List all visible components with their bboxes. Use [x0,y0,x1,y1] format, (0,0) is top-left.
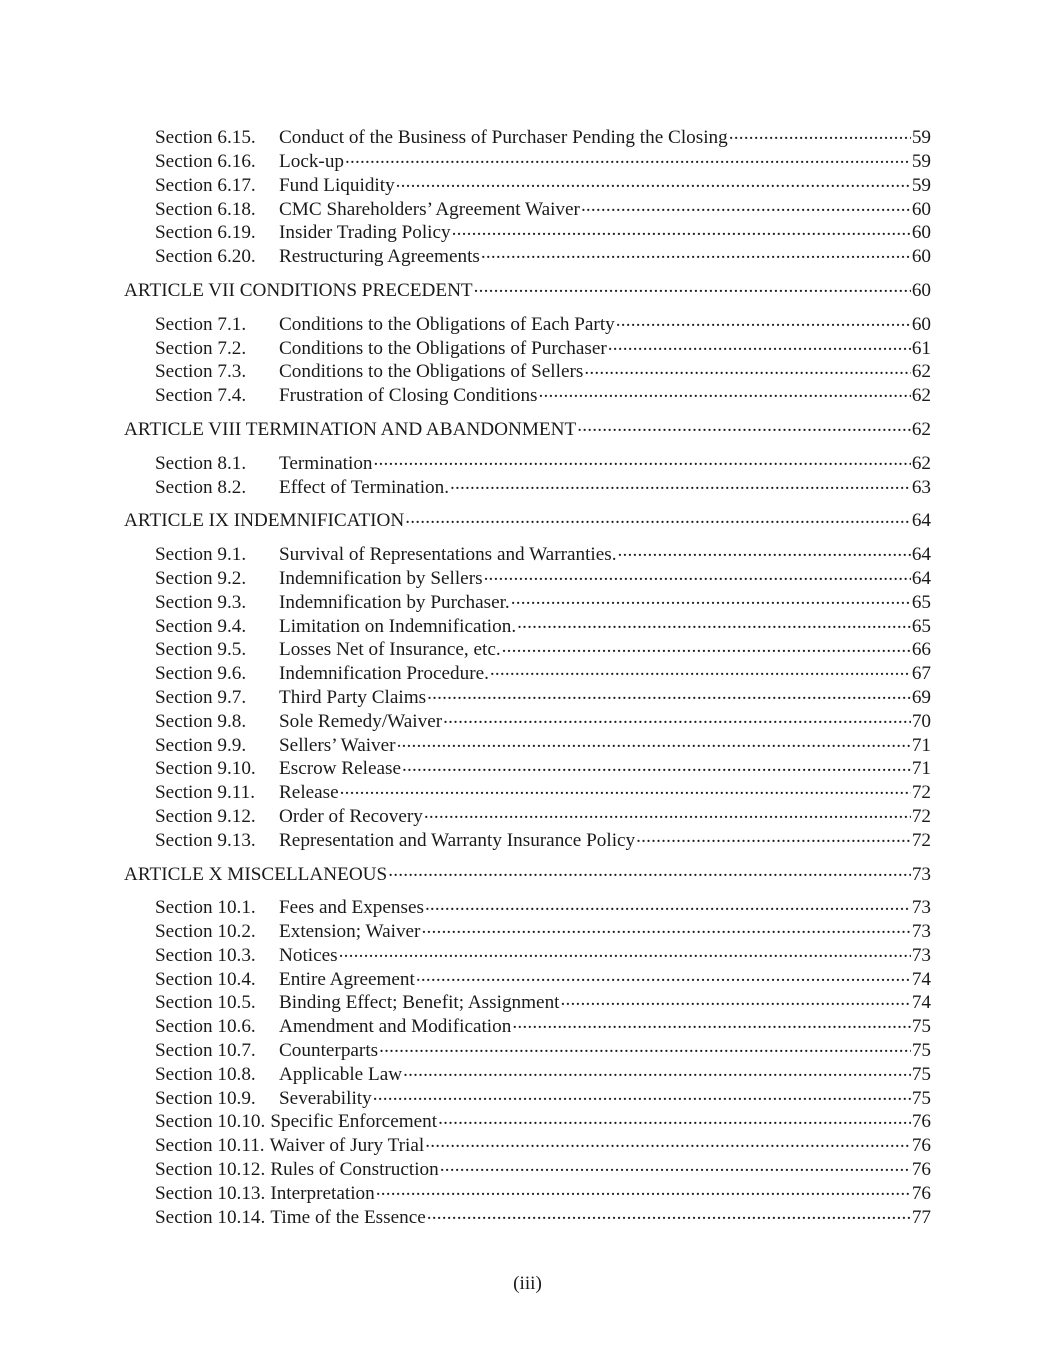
toc-section-entry[interactable] [124,382,931,406]
dot-leader [403,1061,911,1080]
toc-section-entry[interactable] [124,473,931,497]
section-title: Notices [279,944,338,966]
toc-section-entry[interactable] [124,918,931,942]
toc-section-entry[interactable] [124,660,931,684]
page-ref: 70 [911,710,931,732]
section-title: Extension; Waiver [279,921,421,943]
page-ref: 64 [911,567,931,589]
section-number: Section 9.3. [155,591,247,613]
section-number: Section 9.2. [155,567,247,589]
dot-leader [450,473,911,492]
section-title: Lock-up [279,150,345,172]
toc-section-entry[interactable] [124,779,931,803]
dot-leader [402,755,911,774]
page-ref: 63 [911,476,931,498]
page-ref: 73 [911,921,931,943]
section-number: Section 9.6. [155,663,247,685]
dot-leader [388,860,911,879]
toc-section-entry[interactable] [124,755,931,779]
page-ref: 60 [911,198,931,220]
section-title: Conditions to the Obligations of Each Party [279,313,615,335]
section-title: Restructuring Agreements [279,246,480,268]
section-title: Applicable Law [279,1063,403,1085]
toc-section-entry[interactable] [124,311,931,335]
page-ref: 62 [911,385,931,407]
dot-leader [577,416,911,435]
page-ref: 66 [911,639,931,661]
dot-leader [376,1180,911,1199]
section-number: Section 9.4. [155,615,247,637]
section-number: Section 10.4. [155,968,256,990]
page-ref: 73 [911,863,931,885]
dot-leader [452,219,911,238]
page-ref: 76 [911,1111,931,1133]
section-title: Indemnification by Sellers [279,567,483,589]
page-ref: 62 [911,361,931,383]
section-title: Limitation on Indemnification. [279,615,517,637]
page-ref: 75 [911,1040,931,1062]
page-ref: 62 [911,452,931,474]
section-number: Section 8.1. [155,452,247,474]
section-number: Section 6.16. [155,150,256,172]
section-number: Section 7.3. [155,361,247,383]
dot-leader [425,1132,911,1151]
page-ref: 76 [911,1182,931,1204]
section-title: Counterparts [279,1040,379,1062]
toc-section-entry[interactable] [124,803,931,827]
section-number: Section 9.11. [155,782,256,804]
page-ref: 65 [911,591,931,613]
dot-leader [490,660,911,679]
page-ref: 64 [911,544,931,566]
article-title: ARTICLE VII CONDITIONS PRECEDENT [124,279,473,301]
toc-section-entry[interactable] [124,541,931,565]
page-ref: 61 [911,337,931,359]
article-title: ARTICLE IX INDEMNIFICATION [124,510,405,532]
toc-section-entry[interactable] [124,243,931,267]
page-ref: 60 [911,246,931,268]
toc-section-entry[interactable] [124,1037,931,1061]
dot-leader [427,1203,911,1222]
dot-leader [440,1156,911,1175]
section-number: Section 7.2. [155,337,247,359]
toc-article-entry[interactable] [124,416,931,440]
section-title: Termination [279,452,373,474]
section-number: Section 6.17. [155,174,256,196]
dot-leader [405,507,911,526]
toc-section-entry[interactable] [124,966,931,990]
section-title: Interpretation [270,1182,375,1204]
page-ref: 75 [911,1087,931,1109]
dot-leader [340,779,911,798]
dot-leader [339,942,911,961]
page-ref: 67 [911,663,931,685]
toc-article-entry[interactable] [124,277,931,301]
section-title: Indemnification Procedure. [279,663,489,685]
dot-leader [636,827,911,846]
section-number: Section 9.12. [155,805,256,827]
section-number: Section 9.7. [155,686,247,708]
section-number: Section 10.10. [155,1111,266,1133]
section-title: Indemnification by Purchaser. [279,591,510,613]
toc-section-entry[interactable] [124,589,931,613]
toc-section-entry[interactable] [124,1061,931,1085]
dot-leader [512,1013,910,1032]
page-ref: 60 [911,279,931,301]
article-title: ARTICLE X MISCELLANEOUS [124,863,388,885]
toc-section-entry[interactable] [124,1156,931,1180]
dot-leader [421,918,910,937]
page-ref: 74 [911,968,931,990]
dot-leader [373,1084,911,1103]
section-number: Section 6.18. [155,198,256,220]
article-title: ARTICLE VIII TERMINATION AND ABANDONMENT [124,418,577,440]
dot-leader [345,148,911,167]
section-number: Section 6.15. [155,127,256,149]
toc-section-entry[interactable] [124,708,931,732]
section-title: Sellers’ Waiver [279,734,396,756]
section-number: Section 9.8. [155,710,247,732]
section-number: Section 10.3. [155,944,256,966]
toc-section-entry[interactable] [124,1084,931,1108]
section-title: Severability [279,1087,372,1109]
dot-leader [616,311,911,330]
section-title: Losses Net of Insurance, etc. [279,639,501,661]
dot-leader [561,989,911,1008]
page-ref: 59 [911,127,931,149]
section-number: Section 10.13. [155,1182,266,1204]
section-number: Section 9.13. [155,829,256,851]
toc-section-entry[interactable] [124,565,931,589]
dot-leader [374,450,911,469]
section-title: Insider Trading Policy [279,222,451,244]
toc-section-entry[interactable] [124,989,931,1013]
page-ref: 75 [911,1063,931,1085]
toc-section-entry[interactable] [124,894,931,918]
page-ref: 75 [911,1016,931,1038]
dot-leader [608,334,911,353]
dot-leader [517,612,911,631]
toc-section-entry[interactable] [124,1203,931,1227]
page-ref: 76 [911,1135,931,1157]
section-number: Section 9.1. [155,544,247,566]
page-ref: 71 [911,734,931,756]
dot-leader [424,803,911,822]
section-number: Section 10.11. [155,1135,265,1157]
toc-section-entry[interactable] [124,1180,931,1204]
toc-section-entry[interactable] [124,731,931,755]
page-ref: 76 [911,1159,931,1181]
page-ref: 64 [911,510,931,532]
section-number: Section 10.5. [155,992,256,1014]
table-of-contents [124,124,931,1227]
section-number: Section 10.9. [155,1087,256,1109]
page-number: (iii) [513,1273,542,1294]
page-ref: 65 [911,615,931,637]
toc-section-entry[interactable] [124,172,931,196]
dot-leader [438,1108,911,1127]
section-number: Section 9.10. [155,758,256,780]
section-number: Section 9.9. [155,734,247,756]
page-ref: 60 [911,313,931,335]
toc-section-entry[interactable] [124,827,931,851]
page-ref: 72 [911,805,931,827]
section-title: Conditions to the Obligations of Sellers [279,361,584,383]
dot-leader [481,243,911,262]
page-ref: 77 [911,1206,931,1228]
dot-leader [618,541,911,560]
section-number: Section 7.4. [155,385,247,407]
page-ref: 72 [911,782,931,804]
page-ref: 71 [911,758,931,780]
section-number: Section 10.7. [155,1040,256,1062]
section-title: Time of the Essence [270,1206,426,1228]
section-title: Fees and Expenses [279,897,424,919]
section-title: Order of Recovery [279,805,423,827]
section-number: Section 10.12. [155,1159,266,1181]
section-title: Conditions to the Obligations of Purchaser [279,337,607,359]
section-title: Specific Enforcement [270,1111,438,1133]
toc-section-entry[interactable] [124,942,931,966]
section-title: Binding Effect; Benefit; Assignment [279,992,560,1014]
section-number: Section 10.1. [155,897,256,919]
section-number: Section 6.19. [155,222,256,244]
dot-leader [581,195,911,214]
section-title: Escrow Release [279,758,402,780]
toc-article-entry[interactable] [124,860,931,884]
dot-leader [511,589,911,608]
toc-section-entry[interactable] [124,1013,931,1037]
section-number: Section 10.6. [155,1016,256,1038]
toc-article-entry[interactable] [124,507,931,531]
section-number: Section 6.20. [155,246,256,268]
page-ref: 59 [911,174,931,196]
dot-leader [484,565,911,584]
toc-section-entry[interactable] [124,1132,931,1156]
page-ref: 72 [911,829,931,851]
dot-leader [729,124,911,143]
section-number: Section 10.2. [155,921,256,943]
section-title: Waiver of Jury Trial [269,1135,425,1157]
dot-leader [397,731,911,750]
dot-leader [425,894,911,913]
toc-section-entry[interactable] [124,636,931,660]
toc-section-entry[interactable] [124,684,931,708]
toc-section-entry[interactable] [124,148,931,172]
section-number: Section 9.5. [155,639,247,661]
dot-leader [474,277,911,296]
dot-leader [539,382,911,401]
section-title: Rules of Construction [270,1159,439,1181]
page-ref: 73 [911,897,931,919]
dot-leader [427,684,911,703]
toc-section-entry[interactable] [124,124,931,148]
toc-section-entry[interactable] [124,1108,931,1132]
page-ref: 59 [911,150,931,172]
toc-section-entry[interactable] [124,195,931,219]
page-ref: 69 [911,686,931,708]
page-ref: 62 [911,418,931,440]
section-title: Effect of Termination. [279,476,450,498]
dot-leader [584,358,910,377]
page-ref: 60 [911,222,931,244]
section-title: Amendment and Modification [279,1016,512,1038]
section-title: CMC Shareholders’ Agreement Waiver [279,198,580,220]
section-number: Section 8.2. [155,476,247,498]
dot-leader [502,636,911,655]
toc-section-entry[interactable] [124,334,931,358]
dot-leader [379,1037,911,1056]
section-number: Section 7.1. [155,313,247,335]
dot-leader [396,172,911,191]
toc-section-entry[interactable] [124,219,931,243]
section-title: Third Party Claims [279,686,427,708]
section-title: Fund Liquidity [279,174,395,196]
dot-leader [443,708,911,727]
toc-section-entry[interactable] [124,358,931,382]
page-ref: 73 [911,944,931,966]
section-number: Section 10.14. [155,1206,266,1228]
section-title: Frustration of Closing Conditions [279,385,538,407]
section-title: Survival of Representations and Warranties. [279,544,617,566]
section-title: Release [279,782,339,804]
toc-section-entry[interactable] [124,450,931,474]
toc-section-entry[interactable] [124,612,931,636]
page-ref: 74 [911,992,931,1014]
dot-leader [416,966,911,985]
section-title: Sole Remedy/Waiver [279,710,443,732]
section-title: Conduct of the Business of Purchaser Pending the Closing [279,127,728,149]
section-title: Entire Agreement [279,968,415,990]
section-title: Representation and Warranty Insurance Policy [279,829,636,851]
section-number: Section 10.8. [155,1063,256,1085]
